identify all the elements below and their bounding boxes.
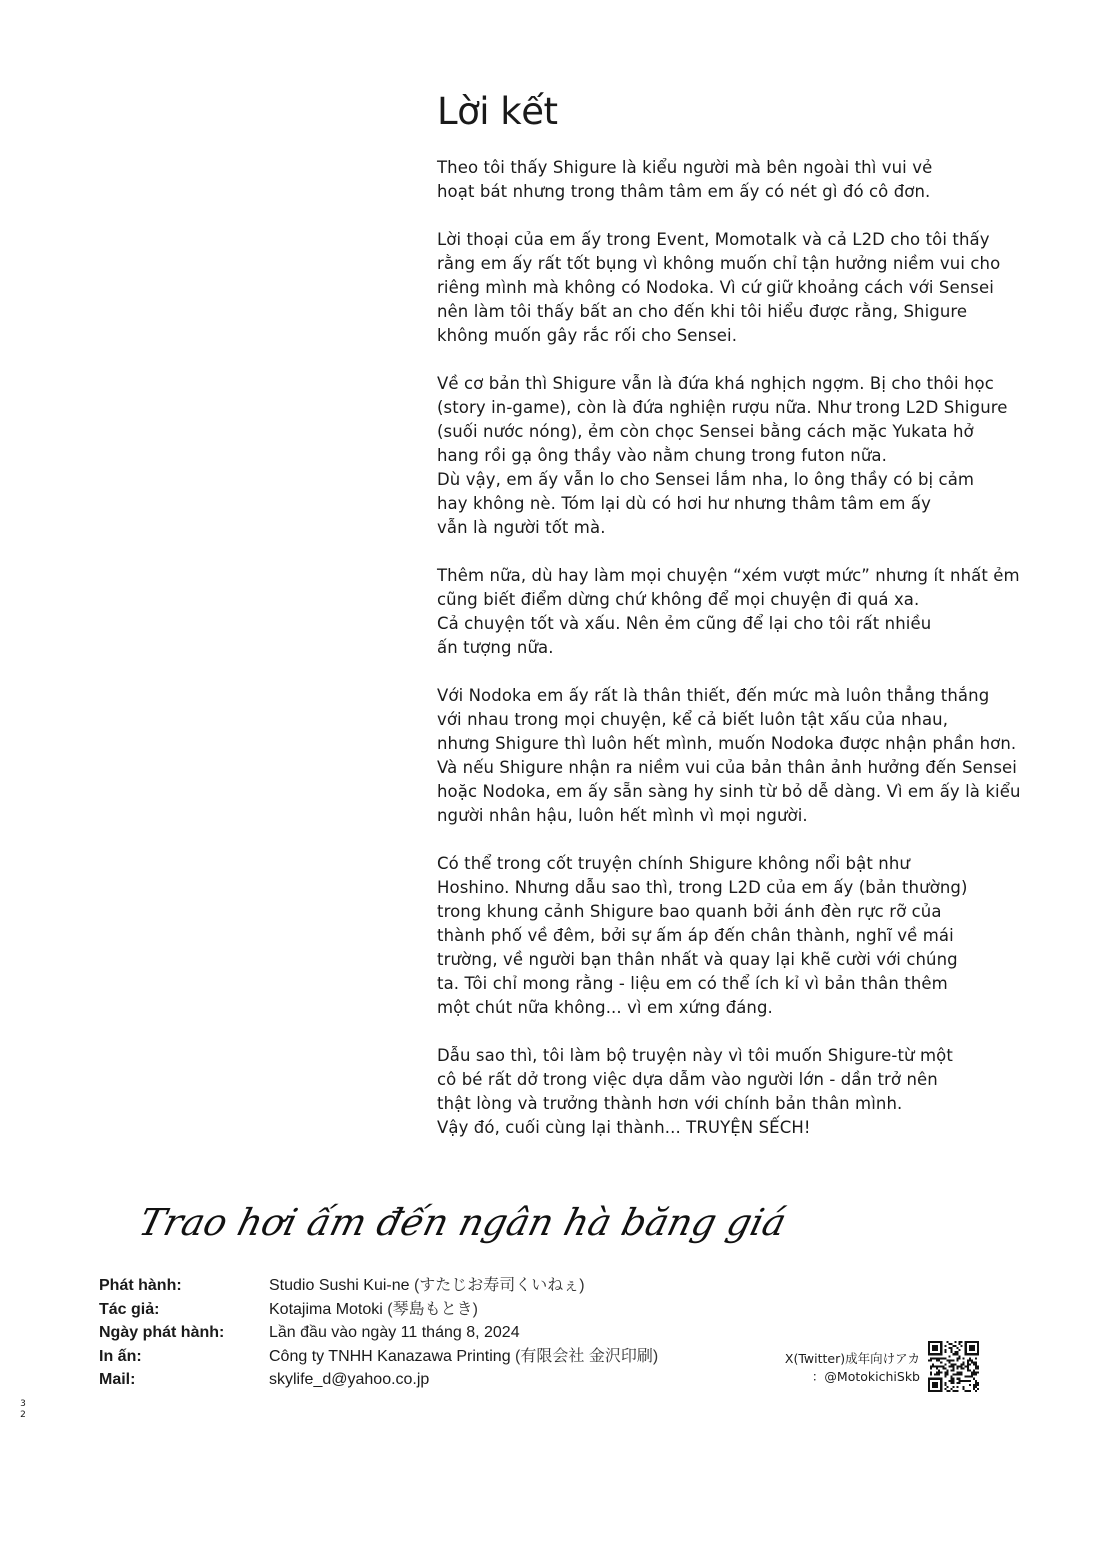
colophon-value-main: Studio Sushi Kui-ne — [269, 1277, 410, 1294]
afterword-paragraph — [437, 372, 1057, 540]
afterword-line: Hoshino. Nhưng dẫu sao thì, trong L2D của em ấy (bản thường) — [437, 878, 968, 897]
afterword-line: hoạt bát nhưng trong thâm tâm em ấy có nét gì đó cô đơn. — [437, 182, 931, 201]
handwritten-signature-title: Trao hơi ấm đến ngân hà băng giá — [134, 1201, 791, 1244]
afterword-line: hang rồi gạ ông thầy vào nằm chung trong futon nữa. — [437, 446, 887, 465]
colophon-label: Tác giả: — [99, 1300, 160, 1318]
social-handle[interactable]: ：@MotokichiSkb — [811, 1369, 920, 1384]
afterword-line: Thêm nữa, dù hay làm mọi chuyện “xém vượt mức” nhưng ít nhất ẻm — [437, 566, 1020, 585]
colophon-value-main: Lần đầu vào ngày 11 tháng 8, 2024 — [269, 1324, 520, 1341]
colophon-value-sub: (すたじお寿司くいねぇ) — [409, 1277, 585, 1294]
afterword-line: hoặc Nodoka, em ấy sẵn sàng hy sinh từ bỏ dễ dàng. Vì em ấy là kiểu — [437, 782, 1021, 801]
colophon-row-author — [99, 1298, 739, 1322]
colophon-row-publisher — [99, 1274, 739, 1298]
afterword-line: cũng biết điểm dừng chứ không để mọi chuyện đi quá xa. — [437, 590, 920, 609]
afterword-line: Dù vậy, em ấy vẫn lo cho Sensei lắm nha, lo ông thầy có bị cảm — [437, 470, 975, 489]
qr-code-graphic — [928, 1341, 979, 1392]
colophon-value — [269, 1321, 739, 1345]
colophon-value-main: Công ty TNHH Kanazawa Printing — [269, 1347, 511, 1365]
colophon-row-release-date — [99, 1321, 739, 1345]
colophon-row-printing — [99, 1345, 739, 1369]
afterword-line: Cả chuyện tốt và xấu. Nên ẻm cũng để lại cho tôi rất nhiều — [437, 614, 932, 633]
colophon-value-main: Kotajima Motoki — [269, 1300, 383, 1318]
afterword-line: Với Nodoka em ấy rất là thân thiết, đến mức mà luôn thẳng thắng — [437, 686, 990, 705]
colophon-value — [269, 1274, 739, 1298]
colophon — [99, 1274, 739, 1392]
afterword-line: không muốn gây rắc rối cho Sensei. — [437, 326, 738, 345]
afterword-line: ấn tượng nữa. — [437, 638, 554, 657]
afterword-line: hay không nè. Tóm lại dù có hơi hư nhưng thâm tâm em ấy — [437, 494, 931, 513]
colophon-mail-link[interactable]: skylife_d@yahoo.co.jp — [269, 1371, 430, 1388]
colophon-label: In ấn: — [99, 1347, 142, 1365]
afterword-line: nên làm tôi thấy bất an cho đến khi tôi hiểu được rằng, Shigure — [437, 302, 968, 321]
qr-code-icon[interactable] — [928, 1341, 979, 1392]
afterword-line: Và nếu Shigure nhận ra niềm vui của bản thân ảnh hưởng đến Sensei — [437, 758, 1017, 777]
afterword-line: rằng em ấy rất tốt bụng vì không muốn chỉ tận hưởng niềm vui cho — [437, 254, 1001, 273]
colophon-label: Ngày phát hành: — [99, 1324, 225, 1341]
page-number-digit: 3 — [20, 1399, 26, 1409]
colophon-value-sub: (琴島もとき) — [382, 1300, 478, 1318]
afterword-line: Theo tôi thấy Shigure là kiểu người mà bên ngoài thì vui vẻ — [437, 158, 933, 177]
afterword-line: (suối nước nóng), ẻm còn chọc Sensei bằng cách mặc Yukata hở — [437, 422, 974, 441]
afterword-paragraph — [437, 156, 1057, 204]
colophon-value — [269, 1298, 739, 1322]
afterword-line: Vậy đó, cuối cùng lại thành... TRUYỆN SẾCH! — [437, 1118, 811, 1137]
afterword-paragraph — [437, 852, 1057, 1020]
social-platform-label: X(Twitter)成年向けアカ — [784, 1351, 920, 1366]
social-account — [744, 1350, 920, 1386]
afterword-line: Lời thoại của em ấy trong Event, Momotalk và cả L2D cho tôi thấy — [437, 230, 990, 249]
afterword-line: thật lòng và trưởng thành hơn với chính bản thân mình. — [437, 1094, 903, 1113]
page-number-digit: 2 — [20, 1410, 26, 1420]
afterword-line: riêng mình mà không có Nodoka. Vì cứ giữ khoảng cách với Sensei — [437, 278, 994, 297]
afterword-line: (story in-game), còn là đứa nghiện rượu nữa. Như trong L2D Shigure — [437, 398, 1008, 417]
colophon-row-mail — [99, 1368, 739, 1392]
afterword-paragraph — [437, 228, 1057, 348]
page-number — [17, 1399, 29, 1421]
afterword-line: trong khung cảnh Shigure bao quanh bởi ánh đèn rực rỡ của — [437, 902, 942, 921]
afterword-paragraph — [437, 1044, 1057, 1140]
afterword-title: Lời kết — [437, 90, 558, 133]
afterword-line: người nhân hậu, luôn hết mình vì mọi người. — [437, 806, 808, 825]
afterword-line: Dẫu sao thì, tôi làm bộ truyện này vì tôi muốn Shigure-từ một — [437, 1046, 953, 1065]
colophon-value — [269, 1368, 739, 1392]
afterword-line: ta. Tôi chỉ mong rằng - liệu em có thể ích kỉ vì bản thân thêm — [437, 974, 948, 993]
afterword-line: với nhau trong mọi chuyện, kể cả biết luôn tật xấu của nhau, — [437, 710, 949, 729]
afterword-line: nhưng Shigure thì luôn hết mình, muốn Nodoka được nhận phần hơn. — [437, 734, 1017, 753]
afterword-section — [437, 88, 1057, 1164]
colophon-value-sub: (有限会社 金沢印刷) — [510, 1347, 659, 1365]
colophon-label: Phát hành: — [99, 1277, 182, 1294]
afterword-line: trường, về người bạn thân nhất và quay lại khẽ cười với chúng — [437, 950, 958, 969]
afterword-body — [437, 156, 1057, 1140]
afterword-line: Có thể trong cốt truyện chính Shigure không nổi bật như — [437, 854, 910, 873]
afterword-line: một chút nữa không... vì em xứng đáng. — [437, 998, 773, 1017]
colophon-label: Mail: — [99, 1371, 136, 1388]
afterword-paragraph — [437, 564, 1057, 660]
afterword-line: Về cơ bản thì Shigure vẫn là đứa khá nghịch ngợm. Bị cho thôi học — [437, 374, 994, 393]
colophon-value — [269, 1345, 739, 1369]
afterword-line: thành phố về đêm, bởi sự ấm áp đến chân thành, nghĩ về mái — [437, 926, 954, 945]
afterword-line: cô bé rất dở trong việc dựa dẫm vào người lớn - dần trở nên — [437, 1070, 938, 1089]
afterword-line: vẫn là người tốt mà. — [437, 518, 606, 537]
afterword-paragraph — [437, 684, 1057, 828]
